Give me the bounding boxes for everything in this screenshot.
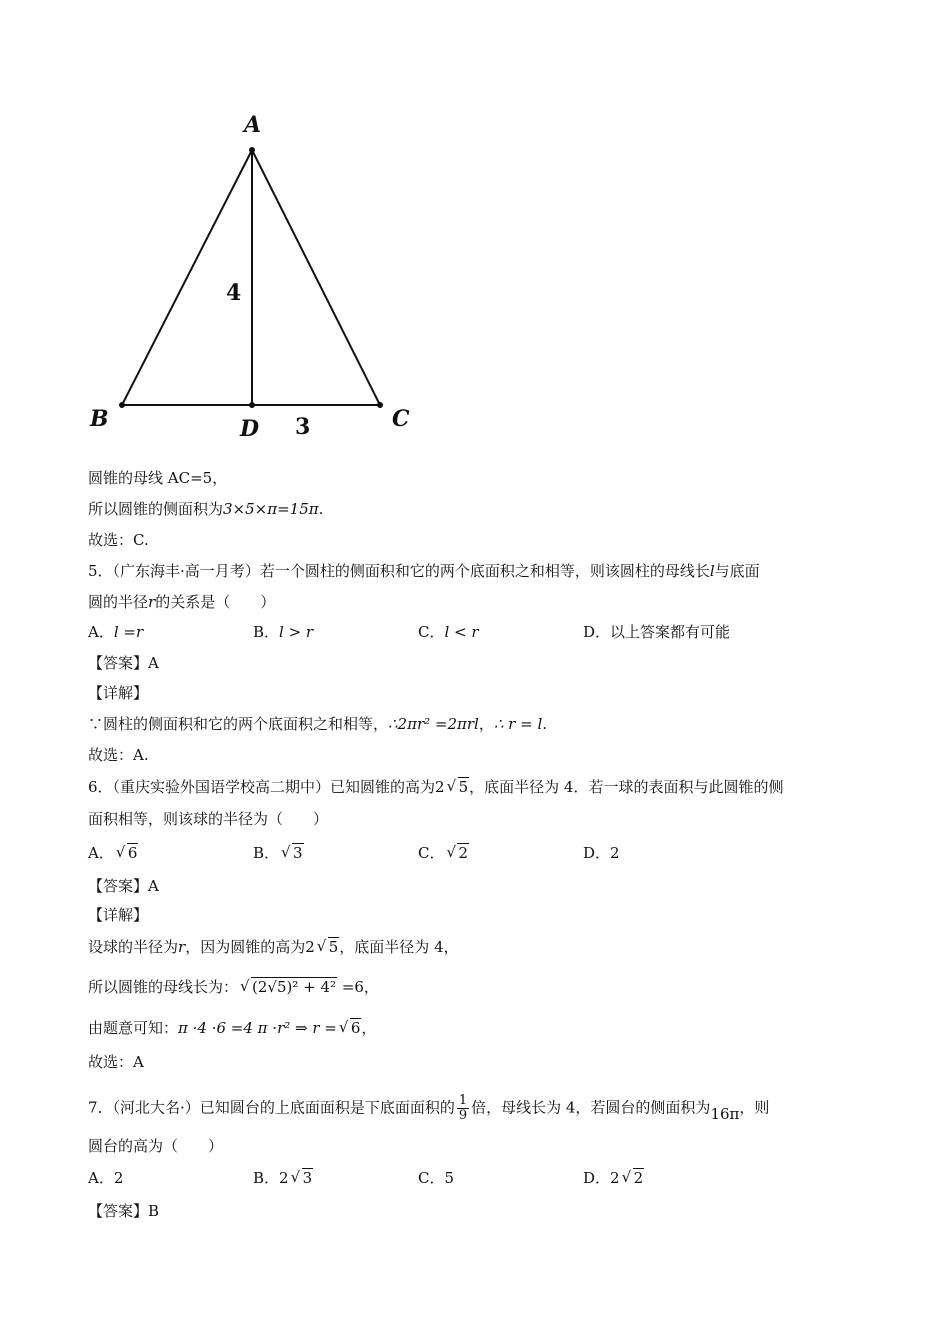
option-label: B． xyxy=(253,1169,280,1187)
point-a xyxy=(249,147,255,153)
q7-option-a: A．2 xyxy=(88,1169,124,1187)
detail-tag: 【详解】 xyxy=(88,906,149,924)
q7-option-c: C．5 xyxy=(418,1169,455,1187)
label-dc: 3 xyxy=(295,414,311,440)
formula: 3×5×π=15π xyxy=(223,500,319,518)
text: 所以圆锥的母线长为： xyxy=(88,978,239,996)
var-r: r xyxy=(148,593,156,611)
sqrt xyxy=(446,843,469,863)
solution-line xyxy=(88,937,459,957)
radicand: 5 xyxy=(328,938,339,956)
choose-line: 故选：A. xyxy=(88,746,149,764)
text: ，因为圆锥的高为 xyxy=(185,938,306,956)
solution-line: 故选：C. xyxy=(88,531,149,549)
text: 圆的半径 xyxy=(88,593,149,611)
sqrt xyxy=(281,843,304,863)
question-6-cont: 面积相等，则该球的半径为（ ） xyxy=(88,810,329,828)
text: 设球的半径为 xyxy=(88,938,179,956)
option-value: l =r xyxy=(113,623,144,641)
text: ， xyxy=(478,715,494,733)
answer-tag: 【答案】B xyxy=(88,1202,160,1220)
text: 7．（河北大名·）已知圆台的上底面面积是下底面面积的 xyxy=(88,1098,455,1117)
coef: 2 xyxy=(435,778,445,796)
denominator: 9 xyxy=(458,1108,468,1123)
text: 的关系是（ ） xyxy=(155,593,276,611)
label-d: D xyxy=(240,416,260,442)
sqrt xyxy=(240,977,337,997)
q6-option-d: D．2 xyxy=(583,844,620,862)
var-r: r xyxy=(178,938,186,956)
question-7 xyxy=(88,1094,769,1123)
text: 6．（重庆实验外国语学校高二期中）已知圆锥的高为 xyxy=(88,778,436,796)
radicand: 2 xyxy=(458,844,469,862)
text: ，则 xyxy=(739,1098,770,1117)
option-value: l < r xyxy=(444,623,479,641)
side-ab xyxy=(122,150,252,405)
sqrt xyxy=(447,777,470,797)
detail-tag: 【详解】 xyxy=(88,684,149,702)
option-label: A． xyxy=(88,623,114,641)
answer-tag: 【答案】A xyxy=(88,654,159,672)
text: . xyxy=(542,715,548,733)
text: 倍，母线长为 4，若圆台的侧面积为 xyxy=(471,1098,711,1117)
q5-option-d: D．以上答案都有可能 xyxy=(583,623,731,641)
solution-line xyxy=(88,977,379,997)
text: 所以圆锥的侧面积为 xyxy=(88,500,224,518)
question-7-cont: 圆台的高为（ ） xyxy=(88,1137,224,1155)
q7-option-d xyxy=(583,1168,644,1188)
label-height: 4 xyxy=(226,280,242,306)
text: 由题意可知： xyxy=(88,1019,179,1037)
q6-option-a xyxy=(88,843,138,863)
option-label: B． xyxy=(253,844,280,862)
question-5 xyxy=(88,561,760,581)
q6-option-b xyxy=(253,843,304,863)
option-label: C． xyxy=(418,844,445,862)
label-c: C xyxy=(392,406,410,432)
option-label: D． xyxy=(583,1169,611,1187)
text: ， xyxy=(361,1019,377,1037)
q6-option-c xyxy=(418,843,469,863)
formula: ∴2πr² =2πrl xyxy=(388,715,479,733)
radicand: 3 xyxy=(293,844,303,862)
label-b: B xyxy=(90,406,109,432)
option-label: A． xyxy=(88,844,114,862)
text: ，底面半径为 4．若一球的表面积与此圆锥的侧 xyxy=(469,778,784,796)
radicand: 3 xyxy=(302,1169,313,1187)
formula: π ·4 ·6 =4 π ·r² ⇒ r = xyxy=(178,1019,337,1037)
coef: 2 xyxy=(279,1169,289,1187)
label-a: A xyxy=(244,112,262,138)
point-c xyxy=(377,402,383,408)
q5-option-c xyxy=(418,622,479,642)
q5-option-b xyxy=(253,622,313,642)
text: ∵圆柱的侧面积和它的两个底面积之和相等， xyxy=(88,715,389,733)
option-value: l > r xyxy=(279,623,314,641)
solution-line xyxy=(88,499,323,519)
answer-tag: 【答案】A xyxy=(88,877,159,895)
sqrt xyxy=(291,1168,314,1188)
point-d xyxy=(249,402,255,408)
text: . xyxy=(318,500,324,518)
q5-option-a xyxy=(88,622,143,642)
sqrt xyxy=(622,1168,645,1188)
question-5-cont xyxy=(88,592,275,612)
text: ，底面半径为 4， xyxy=(339,938,459,956)
coef: 2 xyxy=(610,1169,620,1187)
solution-line xyxy=(88,1018,376,1038)
text: 5．（广东海丰·高一月考）若一个圆柱的侧面积和它的两个底面积之和相等，则该圆柱的母线长 xyxy=(88,562,710,580)
radicand: (2√5)² + 4² xyxy=(252,978,337,996)
solution-line: 圆锥的母线 AC=5， xyxy=(88,469,228,487)
option-label: B． xyxy=(253,623,280,641)
sqrt xyxy=(317,937,340,957)
text: 与底面 xyxy=(714,562,760,580)
point-b xyxy=(119,402,125,408)
solution-line xyxy=(88,714,547,734)
radicand: 5 xyxy=(458,778,469,796)
choose-line: 故选：A xyxy=(88,1053,144,1071)
coef: 2 xyxy=(305,938,315,956)
side-ac xyxy=(252,150,380,405)
sqrt xyxy=(116,843,139,863)
radicand: 6 xyxy=(127,844,138,862)
sqrt xyxy=(339,1018,362,1038)
text: =6， xyxy=(337,978,379,996)
triangle-figure xyxy=(80,100,440,460)
radicand: 2 xyxy=(633,1169,644,1187)
option-label: C． xyxy=(418,623,445,641)
radicand: 6 xyxy=(350,1019,361,1037)
fraction xyxy=(457,1094,469,1123)
formula: ∴ r = l xyxy=(493,715,543,733)
numerator: 1 xyxy=(458,1093,468,1108)
q7-option-b xyxy=(253,1168,313,1188)
question-6 xyxy=(88,777,783,797)
formula: 16π xyxy=(710,1104,740,1123)
var-l: l xyxy=(709,562,715,580)
